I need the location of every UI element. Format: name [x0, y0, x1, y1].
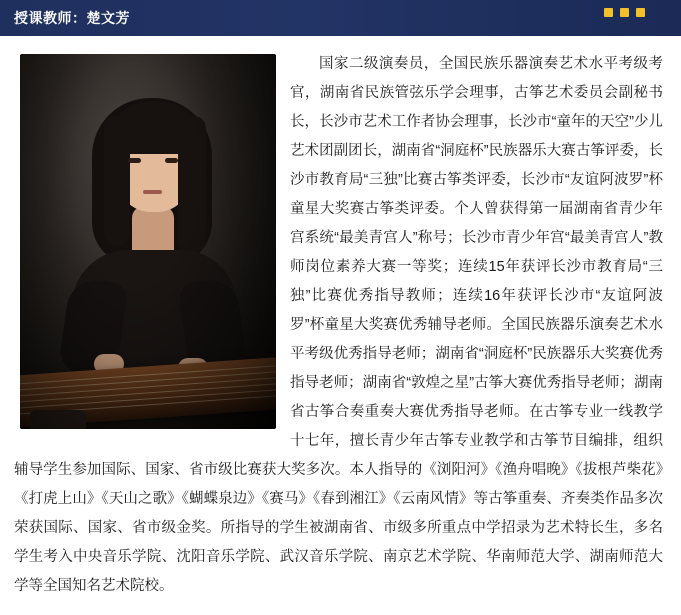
decoration-dot-icon [620, 8, 629, 17]
profile-content [0, 36, 681, 601]
decoration-dot-icon [636, 8, 645, 17]
page-header [0, 0, 681, 36]
teacher-photo [20, 54, 276, 429]
decoration-dot-icon [604, 8, 613, 17]
teacher-biography: 国家二级演奏员，全国民族乐器演奏艺术水平考级考官，湖南省民族管弦乐学会理事，古筝艺术委员会副秘书长，长沙市艺术工作者协会理事，长沙市“童年的天空”少儿艺术团副团长，湖南省“洞庭杯”民族器乐大赛古筝评委，长沙市教育局“三独”比赛古筝类评委，长沙市“友谊阿波罗”杯童星大奖赛古筝类评委。个人曾获得第一届湖南省青少年宫系统“最美青宫人”称号；长沙市青少年宫“最美青宫人”教师岗位素养大赛一等奖；连续15年获评长沙市教育局“三独”比赛优秀指导教师；连续16年获评长沙市“友谊阿波罗”杯童星大奖赛优秀辅导老师。全国民族器乐演奏艺术水平考级优秀指导老师；湖南省“洞庭杯”民族器乐大奖赛优秀指导老师；湖南省“敦煌之星”古筝大赛优秀指导老师；湖南省古筝合奏重奏大赛优秀指导老师。在古筝专业一线教学十七年，擅长青少年古筝专业教学和古筝节目编排，组织辅导学生参加国际、国家、省市级比赛获大奖多次。本人指导的《浏阳河》《渔舟唱晚》《拔根芦柴花》《打虎上山》《天山之歌》《蝴蝶泉边》《赛马》《春到湘江》《云南风情》等古筝重奏、齐奏类作品多次荣获国际、国家、省市级金奖。所指导的学生被湖南省、市级多所重点中学招录为艺术特长生，多名学生考入中央音乐学院、沈阳音乐学院、武汉音乐学院、南京艺术学院、华南师范大学、湖南师范大学等全国知名艺术院校。 [14, 56, 663, 594]
photo-vignette [20, 54, 276, 429]
page-title: 授课教师：楚文芳 [14, 10, 130, 26]
header-decoration-dots [604, 8, 645, 17]
